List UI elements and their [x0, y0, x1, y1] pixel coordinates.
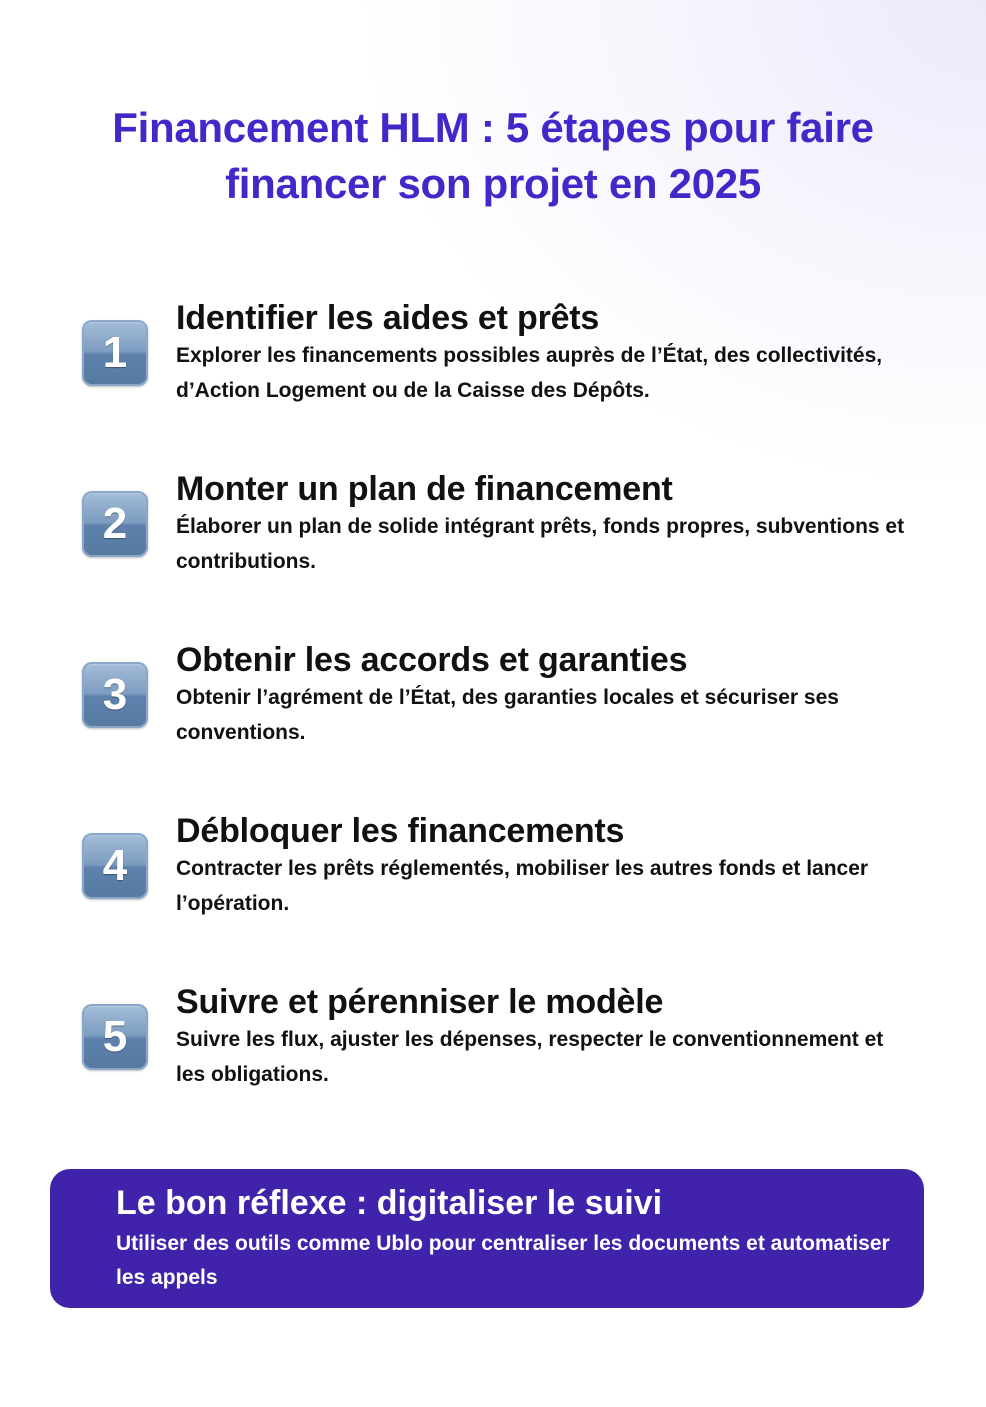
step-5-title: Suivre et pérenniser le modèle	[176, 983, 664, 1021]
keycap-3-icon: 3	[82, 662, 148, 728]
page-title-line-2: financer son projet en 2025	[225, 160, 761, 207]
step-5-description: Suivre les flux, ajuster les dépenses, respecter le conventionnement et les obligations.	[176, 1028, 884, 1086]
step-3	[82, 640, 932, 760]
step-4-title: Débloquer les financements	[176, 812, 625, 850]
keycap-4-icon: 4	[82, 833, 148, 899]
callout-description: Utiliser des outils comme Ublo pour centraliser les documents et automatiser les appels	[116, 1232, 890, 1289]
step-3-description: Obtenir l’agrément de l’État, des garanties locales et sécuriser ses conventions.	[176, 686, 839, 744]
step-2-description: Élaborer un plan de solide intégrant prêts, fonds propres, subventions et contributions.	[176, 515, 905, 573]
step-4-description: Contracter les prêts réglementés, mobiliser les autres fonds et lancer l’opération.	[176, 857, 869, 915]
step-1-title: Identifier les aides et prêts	[176, 299, 600, 337]
tip-callout	[50, 1169, 924, 1308]
step-4	[82, 811, 932, 931]
keycap-2-icon: 2	[82, 491, 148, 557]
callout-title: Le bon réflexe : digitaliser le suivi	[116, 1184, 663, 1222]
step-2	[82, 469, 932, 589]
keycap-5-icon: 5	[82, 1004, 148, 1070]
step-5	[82, 982, 932, 1102]
page-title	[0, 100, 986, 212]
step-1	[82, 298, 932, 418]
step-1-description: Explorer les financements possibles auprès de l’État, des collectivités, d’Action Logement ou de la Caisse des Dépôts.	[176, 344, 883, 402]
page-title-line-1: Financement HLM : 5 étapes pour faire	[112, 104, 874, 151]
keycap-1-icon: 1	[82, 320, 148, 386]
step-3-title: Obtenir les accords et garanties	[176, 641, 688, 679]
step-2-title: Monter un plan de financement	[176, 470, 673, 508]
